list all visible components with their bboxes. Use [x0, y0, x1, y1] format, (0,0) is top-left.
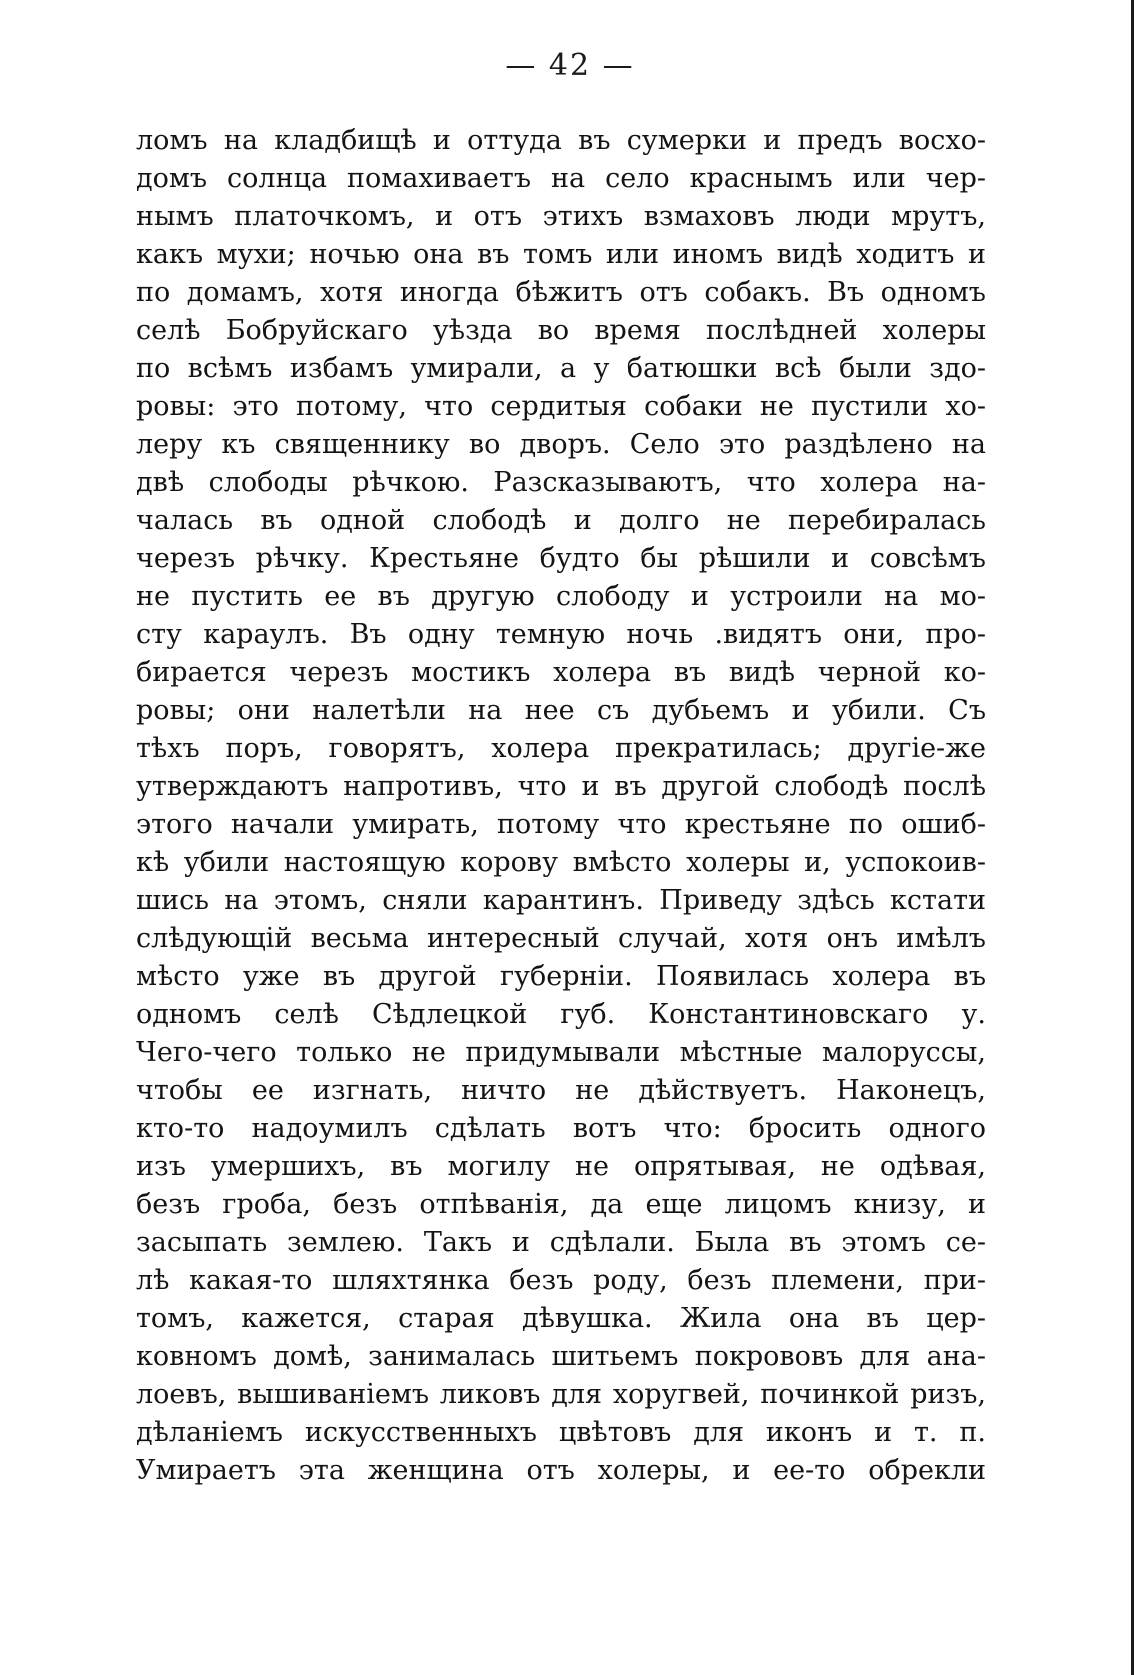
text-line: слѣдующій весьма интересный случай, хотя онъ имѣлъ	[136, 923, 986, 954]
text-line: по всѣмъ избамъ умирали, а у батюшки всѣ были здо-	[136, 353, 986, 384]
text-line: какъ мухи; ночью она въ томъ или иномъ видѣ ходитъ и	[136, 239, 986, 270]
text-line: чалась въ одной слободѣ и долго не перебиралась	[136, 505, 986, 536]
text-line: этого начали умирать, потому что крестьяне по ошиб-	[136, 809, 986, 840]
text-line: двѣ слободы рѣчкою. Разсказываютъ, что холера на-	[136, 467, 986, 498]
text-line: томъ, кажется, старая дѣвушка. Жила она въ цер-	[136, 1303, 986, 1334]
text-line: безъ гроба, безъ отпѣванія, да еще лицомъ книзу, и	[136, 1189, 986, 1220]
text-line: сту караулъ. Въ одну темную ночь .видятъ они, про-	[136, 619, 986, 650]
text-line last: Умираетъ эта женщина отъ холеры, и ее-то обрекли	[136, 1455, 986, 1486]
text-line: чтобы ее изгнать, ничто не дѣйствуетъ. Наконецъ,	[136, 1075, 986, 1106]
text-line: бирается черезъ мостикъ холера въ видѣ черной ко-	[136, 657, 986, 688]
text-line: шись на этомъ, сняли карантинъ. Приведу здѣсь кстати	[136, 885, 986, 916]
text-line: лоевъ, вышиваніемъ ликовъ для хоругвей, починкой ризъ,	[136, 1379, 986, 1410]
text-line: нымъ платочкомъ, и отъ этихъ взмаховъ люди мрутъ,	[136, 201, 986, 232]
text-line: мѣсто уже въ другой губерніи. Появилась холера въ	[136, 961, 986, 992]
text-line: черезъ рѣчку. Крестьяне будто бы рѣшили и совсѣмъ	[136, 543, 986, 574]
text-line: ковномъ домѣ, занималась шитьемъ покрововъ для ана-	[136, 1341, 986, 1372]
text-line: по домамъ, хотя иногда бѣжитъ отъ собакъ. Въ одномъ	[136, 277, 986, 308]
text-line: кто-то надоумилъ сдѣлать вотъ что: бросить одного	[136, 1113, 986, 1144]
text-line: ровы: это потому, что сердитыя собаки не пустили хо-	[136, 391, 986, 422]
text-line: ломъ на кладбищѣ и оттуда въ сумерки и предъ восхо-	[136, 125, 986, 156]
text-line: дѣланіемъ искусственныхъ цвѣтовъ для иконъ и т. п.	[136, 1417, 986, 1448]
body-text	[136, 122, 986, 1490]
text-line: селѣ Бобруйскаго уѣзда во время послѣдней холеры	[136, 315, 986, 346]
text-line: домъ солнца помахиваетъ на село краснымъ или чер-	[136, 163, 986, 194]
text-line: засыпать землею. Такъ и сдѣлали. Была въ этомъ се-	[136, 1227, 986, 1258]
text-line: тѣхъ поръ, говорятъ, холера прекратилась; другіе-же	[136, 733, 986, 764]
text-line: ровы; они налетѣли на нее съ дубьемъ и убили. Съ	[136, 695, 986, 726]
text-line: утверждаютъ напротивъ, что и въ другой слободѣ послѣ	[136, 771, 986, 802]
text-line: изъ умершихъ, въ могилу не опрятывая, не одѣвая,	[136, 1151, 986, 1182]
text-line: не пустить ее въ другую слободу и устроили на мо-	[136, 581, 986, 612]
page-edge-shadow	[1131, 0, 1134, 1675]
text-line: лѣ какая-то шляхтянка безъ роду, безъ племени, при-	[136, 1265, 986, 1296]
text-line: леру къ священнику во дворъ. Село это раздѣлено на	[136, 429, 986, 460]
text-line: Чего-чего только не придумывали мѣстные малоруссы,	[136, 1037, 986, 1068]
page-number: — 42 —	[505, 48, 635, 83]
text-line: одномъ селѣ Сѣдлецкой губ. Константиновскаго у.	[136, 999, 986, 1030]
text-line: кѣ убили настоящую корову вмѣсто холеры и, успокоив-	[136, 847, 986, 878]
